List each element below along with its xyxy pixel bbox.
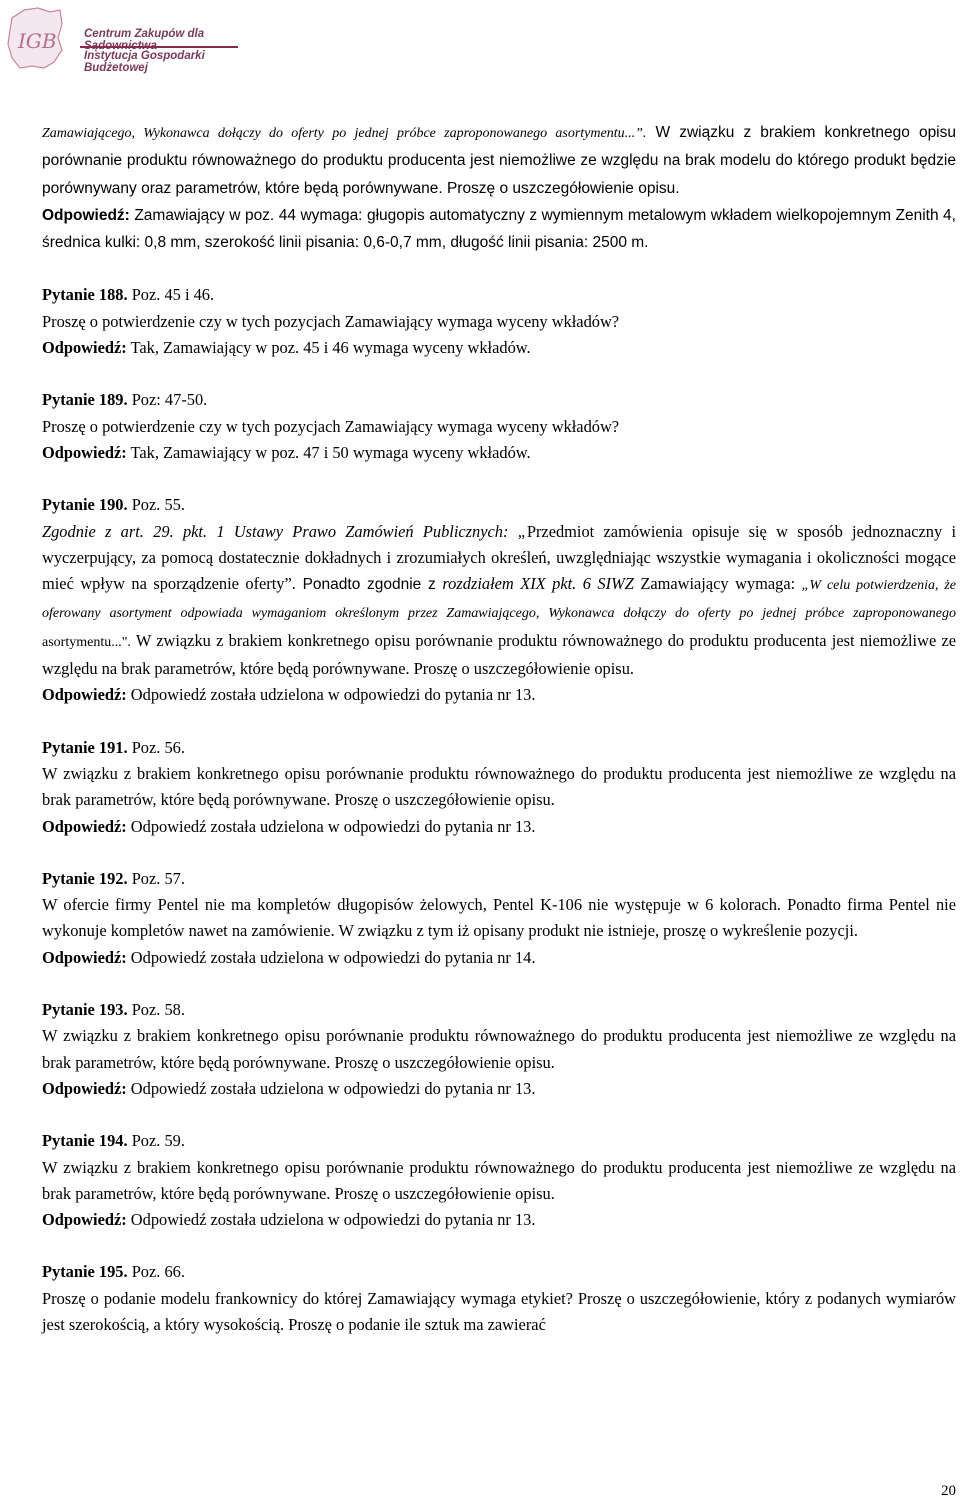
question-190: Pytanie 190. Poz. 55. Zgodnie z art. 29. pkt. 1 Ustawy Prawo Zamówień Publicznych: „Przedmiot zamówienia opisuje się w sposób jednoznaczny i wyczerpujący, za pomocą dostatecznie dokładnych i zrozumiałych określeń, uwzględniając wszystkie wymagania i okoliczności mogące mieć wpływ na sporządzenie oferty”. Ponadto zgodnie z rozdziałem XIX pkt. 6 SIWZ Zamawiający wymaga: „W celu potwierdzenia, że oferowany asortyment odpowiada wymaganiom określonym przez Zamawiającego, Wykonawca dołączy do oferty po jednej próbce zaproponowanego asortymentu...". W związku z brakiem konkretnego opisu porównanie produktu równoważnego do produktu producenta jest niemożliwe ze względu na brak parametrów, które będą porównywane. Proszę o uszczegółowienie opisu. Odpowiedź: Odpowiedź została udzielona w odpowiedzi do pytania nr 13.: [42, 495, 956, 705]
question-text: W ofercie firmy Pentel nie ma kompletów długopisów żelowych, Pentel K-106 nie występuje w 6 kolorach. Ponadto firma Pentel nie wykonuje kompletów nawet na zamówienie. W związku z tym iż opisany produkt nie istnieje, proszę o wykreślenie pozycji.: [42, 895, 956, 941]
question-label: Pytanie 191.: [42, 737, 128, 757]
intro-section: [42, 119, 956, 256]
question-label: Pytanie 188.: [42, 285, 128, 305]
logo-divider: [80, 46, 238, 48]
question-label: Pytanie 189.: [42, 390, 128, 410]
document-body: [42, 119, 956, 1364]
answer-label: Odpowiedź:: [42, 1078, 127, 1098]
question-189: Pytanie 189. Poz: 47-50. Proszę o potwierdzenie czy w tych pozycjach Zamawiający wymaga wyceny wkładów? Odpowiedź: Tak, Zamawiający w poz. 47 i 50 wymaga wyceny wkładów.: [42, 387, 956, 466]
logo-subtitle: Instytucja Gospodarki Budżetowej: [84, 50, 205, 74]
answer-label: Odpowiedź:: [42, 442, 127, 462]
answer-label: Odpowiedź:: [42, 947, 127, 967]
question-text: W związku z brakiem konkretnego opisu porównanie produktu równoważnego do produktu producenta jest niemożliwe ze względu na brak parametrów, które będą porównywane. Proszę o uszczegółowienie opisu.: [42, 1026, 956, 1072]
intro-answer: Odpowiedź: Zamawiający w poz. 44 wymaga: gługopis automatyczny z wymiennym metalowym wkładem wielkopojemnym Zenith 4, średnica kulki: 0,8 mm, szerokość linii pisania: 0,6-0,7 mm, długość linii pisania: 2500 m.: [42, 206, 956, 252]
question-191: Pytanie 191. Poz. 56. W związku z brakiem konkretnego opisu porównanie produktu równoważnego do produktu producenta jest niemożliwe ze względu na brak parametrów, które będą porównywane. Proszę o uszczegółowienie opisu. Odpowiedź: Odpowiedź została udzielona w odpowiedzi do pytania nr 13.: [42, 737, 956, 836]
question-188: Pytanie 188. Poz. 45 i 46. Proszę o potwierdzenie czy w tych pozycjach Zamawiający wymaga wyceny wkładów? Odpowiedź: Tak, Zamawiający w poz. 45 i 46 wymaga wyceny wkładów.: [42, 282, 956, 361]
intro-paragraph: Zamawiającego, Wykonawca dołączy do oferty po jednej próbce zaproponowanego asortymentu...”. W związku z brakiem konkretnego opisu porównanie produktu równoważnego do produktu producenta jest niemożliwe ze względu na brak modelu do którego produkt będzie porównywany oraz parametrów, które będą porównywane. Proszę o uszczegółowienie opisu.: [42, 124, 956, 197]
poland-map-logo-icon: [4, 4, 66, 72]
answer-label: Odpowiedź:: [42, 1210, 127, 1230]
question-label: Pytanie 194.: [42, 1131, 128, 1151]
question-label: Pytanie 190.: [42, 495, 128, 515]
question-text: Proszę o podanie modelu frankownicy do której Zamawiający wymaga etykiet? Proszę o uszczegółowienie, który z podanych wymiarów jest szerokością, a który wysokością. Proszę o podanie ile sztuk ma zawierać: [42, 1288, 956, 1334]
question-text: Zgodnie z art. 29. pkt. 1 Ustawy Prawo Zamówień Publicznych: „Przedmiot zamówienia opisuje się w sposób jednoznaczny i wyczerpujący, za pomocą dostatecznie dokładnych i zrozumiałych określeń, uwzględniając wszystkie wymagania i okoliczności mogące mieć wpływ na sporządzenie oferty”. Ponadto zgodnie z rozdziałem XIX pkt. 6 SIWZ Zamawiający wymaga: „W celu potwierdzenia, że oferowany asortyment odpowiada wymaganiom określonym przez Zamawiającego, Wykonawca dołączy do oferty po jednej próbce zaproponowanego asortymentu...". W związku z brakiem konkretnego opisu porównanie produktu równoważnego do produktu producenta jest niemożliwe ze względu na brak parametrów, które będą porównywane. Proszę o uszczegółowienie opisu.: [42, 521, 956, 679]
question-195: Pytanie 195. Poz. 66. Proszę o podanie modelu frankownicy do której Zamawiający wymaga etykiet? Proszę o uszczegółowienie, który z podanych wymiarów jest szerokością, a który wysokością. Proszę o podanie ile sztuk ma zawierać: [42, 1259, 956, 1338]
answer-label: Odpowiedź:: [42, 206, 130, 224]
logo-title: Centrum Zakupów dla: [84, 28, 205, 40]
answer-label: Odpowiedź:: [42, 816, 127, 836]
svg-text:IGB: IGB: [18, 29, 57, 53]
question-193: Pytanie 193. Poz. 58. W związku z brakiem konkretnego opisu porównanie produktu równoważnego do produktu producenta jest niemożliwe ze względu na brak parametrów, które będą porównywane. Proszę o uszczegółowienie opisu. Odpowiedź: Odpowiedź została udzielona w odpowiedzi do pytania nr 13.: [42, 1000, 956, 1098]
page-number: 20: [941, 1483, 956, 1499]
answer-label: Odpowiedź:: [42, 338, 127, 358]
header-logo: [0, 0, 242, 78]
question-label: Pytanie 192.: [42, 868, 128, 888]
question-text: Proszę o potwierdzenie czy w tych pozycjach Zamawiający wymaga wyceny wkładów?: [42, 311, 620, 331]
question-text: W związku z brakiem konkretnego opisu porównanie produktu równoważnego do produktu producenta jest niemożliwe ze względu na brak parametrów, które będą porównywane. Proszę o uszczegółowienie opisu.: [42, 1157, 956, 1203]
question-label: Pytanie 193.: [42, 1000, 128, 1020]
answer-label: Odpowiedź:: [42, 685, 127, 705]
question-text: Proszę o potwierdzenie czy w tych pozycjach Zamawiający wymaga wyceny wkładów?: [42, 416, 620, 436]
question-text: W związku z brakiem konkretnego opisu porównanie produktu równoważnego do produktu producenta jest niemożliwe ze względu na brak parametrów, które będą porównywane. Proszę o uszczegółowienie opisu.: [42, 763, 956, 810]
question-194: Pytanie 194. Poz. 59. W związku z brakiem konkretnego opisu porównanie produktu równoważnego do produktu producenta jest niemożliwe ze względu na brak parametrów, które będą porównywane. Proszę o uszczegółowienie opisu. Odpowiedź: Odpowiedź została udzielona w odpowiedzi do pytania nr 13.: [42, 1131, 956, 1230]
question-192: Pytanie 192. Poz. 57. W ofercie firmy Pentel nie ma kompletów długopisów żelowych, Pentel K-106 nie występuje w 6 kolorach. Ponadto firma Pentel nie wykonuje kompletów nawet na zamówienie. W związku z tym iż opisany produkt nie istnieje, proszę o wykreślenie pozycji. Odpowiedź: Odpowiedź została udzielona w odpowiedzi do pytania nr 14.: [42, 868, 956, 967]
question-label: Pytanie 195.: [42, 1262, 128, 1282]
